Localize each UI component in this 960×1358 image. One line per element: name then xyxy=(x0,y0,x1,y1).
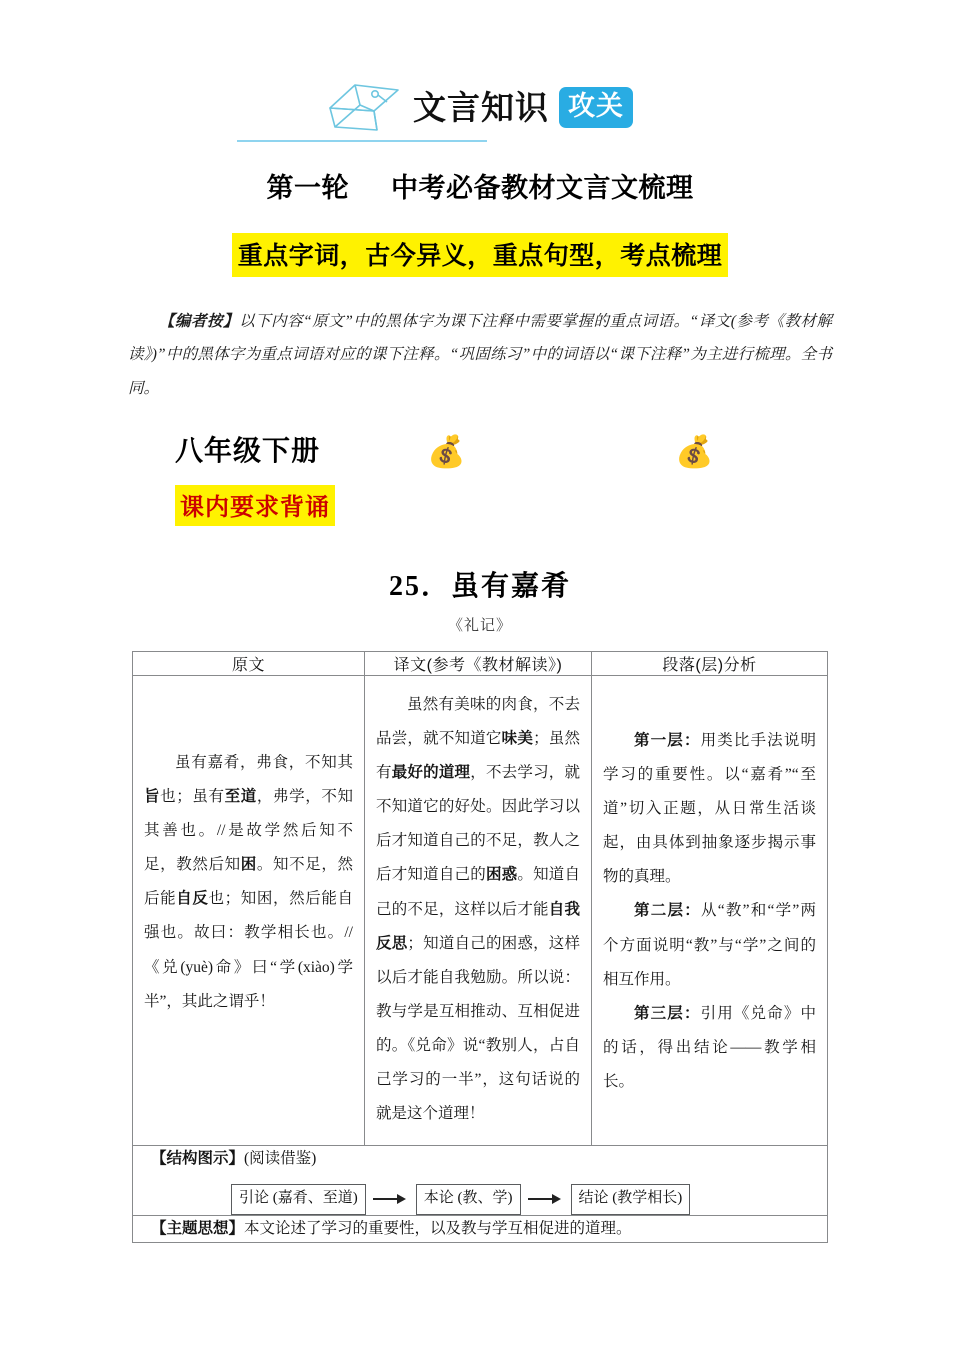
theme-body: 本文论述了学习的重要性，以及教与学互相促进的道理。 xyxy=(244,1219,632,1237)
recite-row xyxy=(0,485,960,526)
cell-analysis xyxy=(592,675,828,1145)
lesson-table xyxy=(132,651,828,1243)
original-text: 虽有嘉肴，弗食，不知其旨也；虽有至道，弗学，不知其善也。//是故学然后知不足，教然后知困。知不足，然后能自反也；知困，然后能自强也。故曰：教学相长也。//《兑(yuè)命》曰“学(xiào)学半”，其此之谓乎！ xyxy=(144,753,353,1010)
round-label: 第一轮 xyxy=(266,173,349,203)
lesson-source: 《礼记》 xyxy=(447,617,512,634)
table-structure-row xyxy=(133,1146,828,1216)
open-book-outline-icon xyxy=(327,81,403,133)
analysis-layer xyxy=(603,997,816,1099)
cell-translation xyxy=(365,675,592,1145)
recite-badge: 课内要求背诵 xyxy=(175,485,335,526)
structure-tag: 【结构图示】 xyxy=(151,1150,245,1168)
header-translation: 译文(参考《教材解读》) xyxy=(365,651,592,675)
translation-text: 虽然有美味的肉食，不去品尝，就不知道它味美；虽然有最好的道理，不去学习，就不知道它的好处。因此学习以后才知道自己的不足，教人之后才知道自己的困惑。知道自己的不足，这样以后才能自我反思；知道自己的困惑，这样以后才能自我勉励。所以说：教与学是互相推动、互相促进的。《兑命》说“教别人，占自己学习的一半”，这句话说的就是这个道理！ xyxy=(376,695,580,1123)
structure-heading xyxy=(133,1146,827,1168)
analysis-layer-label: 第一层： xyxy=(634,731,701,749)
cell-theme xyxy=(133,1215,828,1242)
masthead-badge: 攻关 xyxy=(559,87,633,128)
right-arrow-icon-2 xyxy=(526,1192,566,1206)
theme-line xyxy=(133,1216,827,1242)
masthead-underline xyxy=(237,140,487,142)
table-content-row xyxy=(133,675,828,1145)
header-original: 原文 xyxy=(133,651,365,675)
analysis-layer xyxy=(603,894,816,996)
header-analysis: 段落(层)分析 xyxy=(592,651,828,675)
masthead xyxy=(0,78,960,136)
structure-diagram xyxy=(133,1184,827,1215)
analysis-layer xyxy=(603,724,816,894)
masthead-title: 文言知识 xyxy=(413,88,549,126)
money-bag-icon-right: 💰 xyxy=(675,433,714,469)
theme-tag: 【主题思想】 xyxy=(151,1219,245,1237)
diagram-node-body: 本论 (教、学) xyxy=(416,1184,521,1215)
table-theme-row xyxy=(133,1215,828,1242)
editor-note-tag: 【编者按】 xyxy=(159,313,240,330)
cell-structure xyxy=(133,1146,828,1216)
grade-row xyxy=(0,429,960,471)
round-subject: 中考必备教材文言文梳理 xyxy=(391,173,694,203)
analysis-layer-text: 引用《兑命》中的话，得出结论——教学相长。 xyxy=(603,1004,816,1090)
analysis-layer-text: 用类比手法说明学习的重要性。以“嘉肴”“至道”切入正题，从日常生活谈起，由具体到抽象逐步揭示事物的真理。 xyxy=(603,731,816,886)
analysis-layer-label: 第三层： xyxy=(634,1004,701,1022)
analysis-text xyxy=(592,676,827,1113)
analysis-layer-text: 从“教”和“学”两个方面说明“教”与“学”之间的相互作用。 xyxy=(603,902,816,988)
table-header-row xyxy=(133,651,828,675)
diagram-node-intro: 引论 (嘉肴、至道) xyxy=(231,1184,366,1215)
topic-banner: 重点字词，古今异义，重点句型，考点梳理 xyxy=(232,233,729,277)
editor-note-body: 以下内容“原文”中的黑体字为课下注释中需要掌握的重点词语。“译文(参考《教材解读》)”中的黑体字为重点词语对应的课下注释。“巩固练习”中的词语以“课下注释”为主进行梳理。全书同。 xyxy=(128,313,832,397)
round-title xyxy=(0,166,960,205)
cell-original xyxy=(133,675,365,1145)
diagram-node-conclusion: 结论 (教学相长) xyxy=(571,1184,691,1215)
analysis-layer-label: 第二层： xyxy=(634,902,701,920)
document-page xyxy=(0,78,960,1358)
structure-note: (阅读借鉴) xyxy=(244,1150,317,1168)
money-bag-icon-left: 💰 xyxy=(427,433,466,469)
editor-note xyxy=(128,305,832,405)
right-arrow-icon-1 xyxy=(371,1192,411,1206)
lesson-title: 25．虽有嘉肴 xyxy=(388,570,571,602)
grade-label: 八年级下册 xyxy=(175,434,321,466)
banner-row xyxy=(0,233,960,277)
